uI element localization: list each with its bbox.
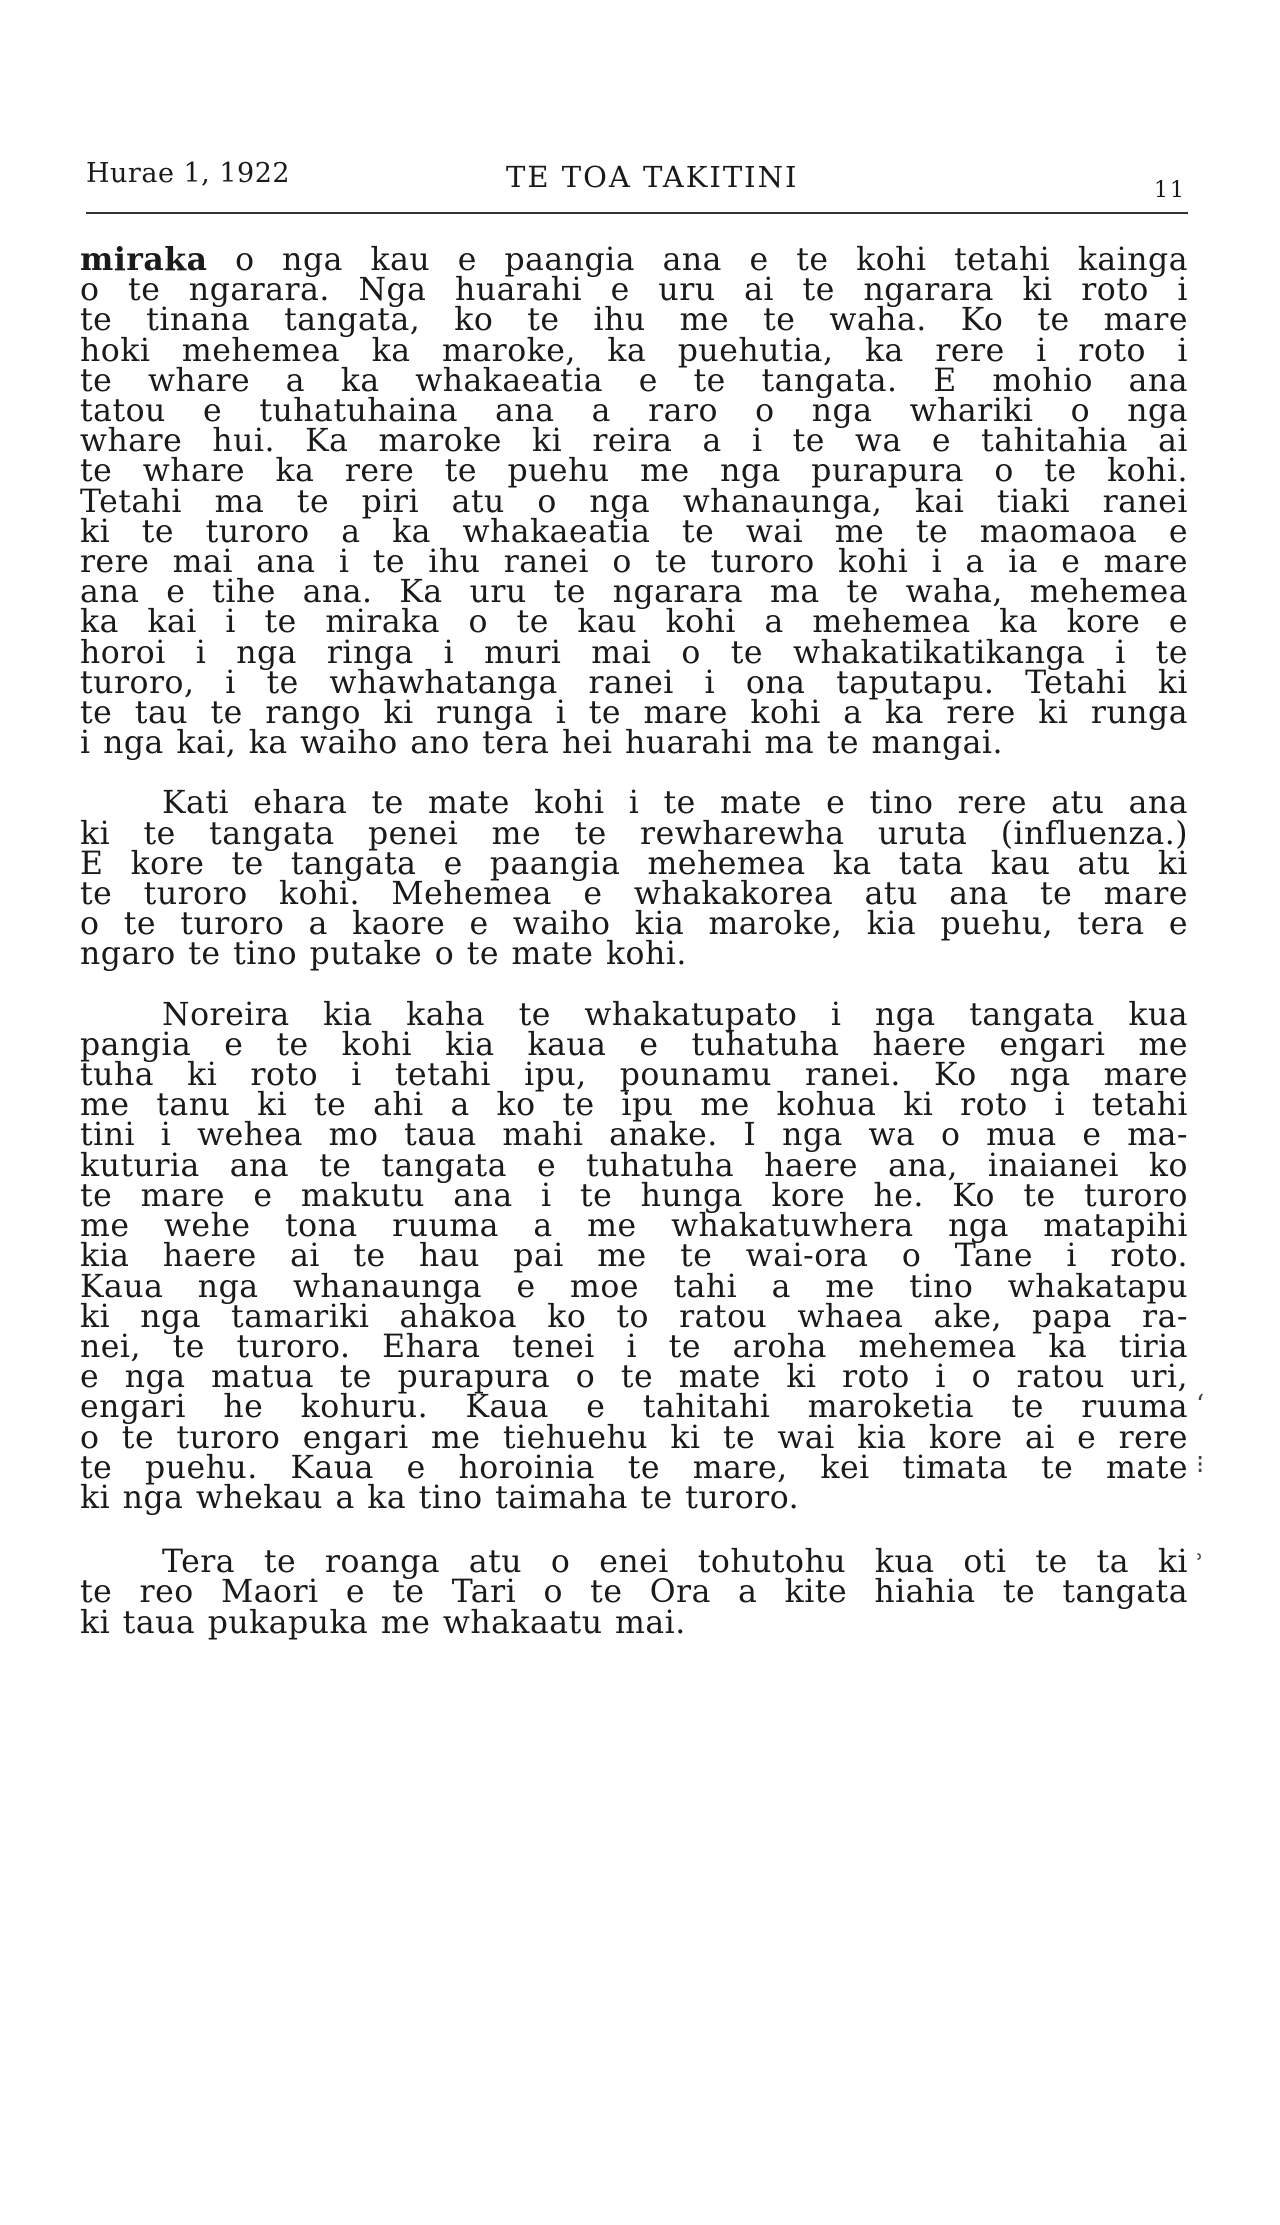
- paragraph-1: [80, 241, 1188, 762]
- paragraph-4: [80, 1544, 1188, 1641]
- scan-mark: ⁝: [1196, 1450, 1205, 1480]
- text-line: me tanu ki te ahi a ko te ipu me kohua ki roto i tetahi: [80, 1087, 1188, 1124]
- text-line: ki nga tamariki ahakoa ko to ratou whaea ake, papa ra-: [80, 1298, 1188, 1335]
- text-line: ngaro te tino putake o te mate kohi.: [80, 936, 687, 973]
- text-line: tatou e tuhatuhaina ana a raro o nga whariki o nga: [80, 393, 1188, 430]
- text-line: o te ngarara. Nga huarahi e uru ai te ngarara ki roto i: [80, 272, 1188, 309]
- text-line: i nga kai, ka waiho ano tera hei huarahi ma te mangai.: [80, 725, 1003, 762]
- body-text: [80, 241, 1188, 1641]
- header-rule: [86, 212, 1188, 214]
- text-line: Tera te roanga atu o enei tohutohu kua oti te ta ki: [162, 1544, 1188, 1581]
- header-date: Hurae 1, 1922: [86, 158, 291, 189]
- text-line: Tetahi ma te piri atu o nga whanaunga, kai tiaki ranei: [80, 483, 1188, 520]
- text-line: horoi i nga ringa i muri mai o te whakatikatikanga i te: [80, 634, 1188, 671]
- margin-scan-marks: [1196, 1390, 1226, 1620]
- text-line: kuturia ana te tangata e tuhatuha haere ana, inaianei ko: [80, 1147, 1188, 1184]
- text-line: tuha ki roto i tetahi ipu, pounamu ranei. Ko nga mare: [80, 1057, 1188, 1094]
- scan-mark: ʻ: [1196, 1390, 1205, 1420]
- text-line: miraka o nga kau e paangia ana e te kohi tetahi kainga: [80, 241, 1188, 278]
- text-line: hoki mehemea ka maroke, ka puehutia, ka rere i roto i: [80, 332, 1188, 369]
- text-line: E kore te tangata e paangia mehemea ka tata kau atu ki: [80, 845, 1188, 882]
- page-number: 11: [1154, 178, 1186, 203]
- text-line: ki taua pukapuka me whakaatu mai.: [80, 1604, 686, 1641]
- text-line: kia haere ai te hau pai me te wai-ora o Tane i roto.: [80, 1238, 1188, 1275]
- text-line: tini i wehea mo taua mahi anake. I nga wa o mua e ma-: [80, 1117, 1188, 1154]
- text-line: Kati ehara te mate kohi i te mate e tino rere atu ana: [162, 785, 1188, 822]
- text-line: ki nga whekau a ka tino taimaha te turoro.: [80, 1479, 800, 1516]
- paragraph-3: [80, 996, 1188, 1516]
- text-line: te reo Maori e te Tari o te Ora a kite hiahia te tangata: [80, 1574, 1188, 1611]
- text-line: pangia e te kohi kia kaua e tuhatuha haere engari me: [80, 1026, 1188, 1063]
- text-line: ana e tihe ana. Ka uru te ngarara ma te waha, mehemea: [80, 574, 1188, 611]
- text-line: turoro, i te whawhatanga ranei i ona taputapu. Tetahi ki: [80, 664, 1188, 701]
- running-header: [86, 150, 1186, 210]
- text-line: te turoro kohi. Mehemea e whakakorea atu ana te mare: [80, 876, 1188, 913]
- scan-mark: ʾ: [1196, 1550, 1204, 1580]
- text-line: nei, te turoro. Ehara tenei i te aroha mehemea ka tiria: [80, 1328, 1188, 1365]
- text-line: rere mai ana i te ihu ranei o te turoro kohi i a ia e mare: [80, 544, 1188, 581]
- text-line: te tau te rango ki runga i te mare kohi a ka rere ki runga: [80, 695, 1188, 732]
- text-line: e nga matua te purapura o te mate ki roto i o ratou uri,: [80, 1359, 1188, 1396]
- header-title: TE TOA TAKITINI: [506, 160, 799, 194]
- text-line: te whare a ka whakaeatia e te tangata. E mohio ana: [80, 362, 1188, 399]
- text-line: ka kai i te miraka o te kau kohi a mehemea ka kore e: [80, 604, 1188, 641]
- text-line: te puehu. Kaua e horoinia te mare, kei timata te mate: [80, 1449, 1188, 1486]
- text-line: te mare e makutu ana i te hunga kore he. Ko te turoro: [80, 1177, 1188, 1214]
- text-line: ki te tangata penei me te rewharewha uruta (influenza.): [80, 815, 1188, 852]
- text-line: te whare ka rere te puehu me nga purapura o te kohi.: [80, 453, 1188, 490]
- text-line: Kaua nga whanaunga e moe tahi a me tino whakatapu: [80, 1268, 1188, 1305]
- text-line: o te turoro a kaore e waiho kia maroke, kia puehu, tera e: [80, 906, 1188, 943]
- text-line: te tinana tangata, ko te ihu me te waha. Ko te mare: [80, 302, 1188, 339]
- text-line: o te turoro engari me tiehuehu ki te wai kia kore ai e rere: [80, 1419, 1188, 1456]
- paragraph-2: [80, 785, 1188, 973]
- bold-lead-word: miraka: [80, 241, 208, 278]
- text-line: engari he kohuru. Kaua e tahitahi maroketia te ruuma: [80, 1389, 1188, 1426]
- text-line: whare hui. Ka maroke ki reira a i te wa e tahitahia ai: [80, 423, 1188, 460]
- text-line: ki te turoro a ka whakaeatia te wai me te maomaoa e: [80, 513, 1188, 550]
- text-line: me wehe tona ruuma a me whakatuwhera nga matapihi: [80, 1208, 1188, 1245]
- text-line: Noreira kia kaha te whakatupato i nga tangata kua: [162, 996, 1188, 1033]
